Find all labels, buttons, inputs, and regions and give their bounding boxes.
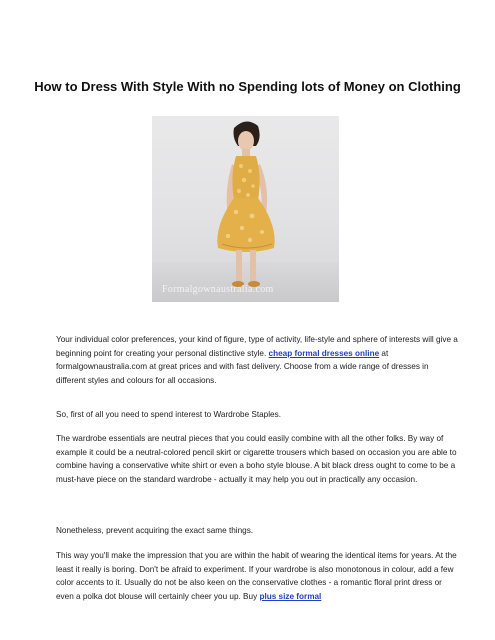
paragraph-5-text: This way you'll make the impression that you are within the habit of wearing the identical items for years. At the least it really is boring. Don't be afraid to experiment. If your wardrobe is also monotonous in colour, add a few color accents to it. Usually do not be also keen on the conservative clothes - a romantic floral print dress or even a polka dot blouse will certainly cheer you up. Buy <box>56 551 457 601</box>
page-title: How to Dress With Style With no Spending lots of Money on Clothing <box>34 79 461 94</box>
image-watermark: Formalgownaustralia.com <box>162 284 274 295</box>
model-figure <box>152 116 339 302</box>
paragraph-3: The wardrobe essentials are neutral pieces that you could easily combine with all the other folks. By way of example it could be a neutral-colored pencil skirt or cigarette trousers which based on occasion you are able to combine having a conservative white shirt or even a boho style blouse. A bit black dress ought to come to be a must-have piece on the standard wardrobe - actually it may help you out in practically any occasion. <box>56 434 457 484</box>
paragraph-1-text-after: at formalgownaustralia.com at great prices and with fast delivery. Choose from a wide range of dresses in different styles and colours for all occasions. <box>56 348 429 385</box>
paragraph-1-text-before: Your individual color preferences, your kind of figure, type of activity, life-style and sphere of interests will give a beginning point for creating your personal distinctive style. <box>56 335 458 358</box>
paragraph-1 <box>56 333 458 387</box>
dress-photo <box>152 116 339 302</box>
cheap-formal-dresses-link[interactable]: cheap formal dresses online <box>268 348 380 358</box>
paragraph-2: So, first of all you need to spend interest to Wardrobe Staples. <box>56 410 281 419</box>
paragraph-5 <box>56 549 458 603</box>
paragraph-4: Nonetheless, prevent acquiring the exact same things. <box>56 526 254 535</box>
plus-size-formal-link[interactable]: plus size formal <box>259 591 322 601</box>
